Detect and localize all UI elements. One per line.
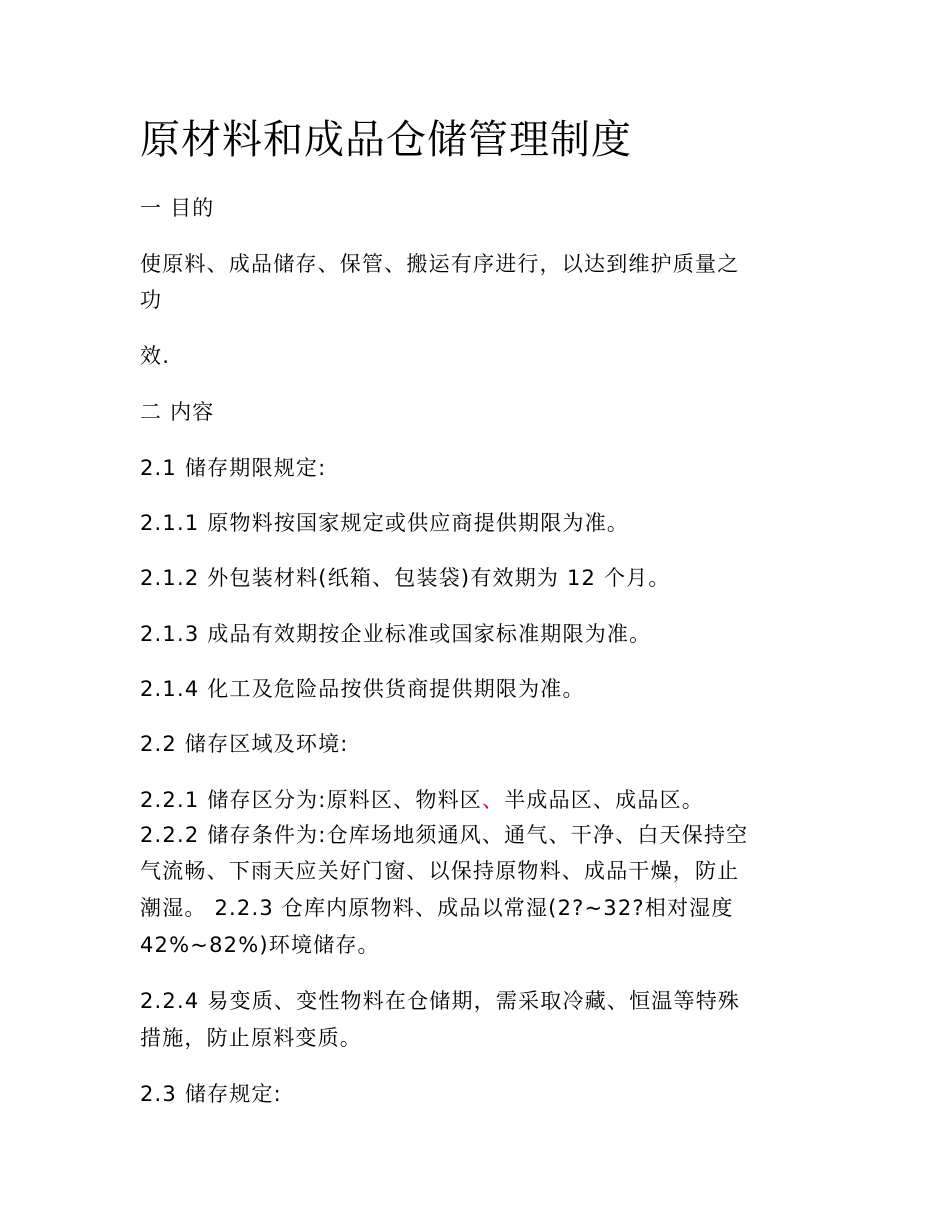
subsection-heading: 2.1 储存期限规定: [140, 456, 327, 480]
section-heading-purpose: 一 目的 [140, 196, 215, 220]
clause-line: 2.2.2 储存条件为:仓库场地须通风、通气、干净、白天保持空 [140, 823, 749, 847]
document-title: 原材料和成品仓储管理制度 [140, 117, 632, 163]
clause-line: 2.1.1 原物料按国家规定或供应商提供期限为准。 [140, 511, 630, 535]
paragraph-line: 功 [140, 288, 163, 312]
clause-line: 措施，防止原料变质。 [140, 1026, 362, 1050]
paragraph-line: 使原料、成品储存、保管、搬运有序进行，以达到维护质量之 [140, 252, 740, 276]
subsection-heading: 2.2 储存区域及环境: [140, 732, 349, 756]
clause-text: 2.2.1 储存区分为:原料区、物料区 [140, 788, 482, 812]
section-heading-content: 二 内容 [140, 400, 215, 424]
clause-text: 半成品区、成品区。 [504, 788, 704, 812]
clause-line: 潮湿。 2.2.3 仓库内原物料、成品以常湿(2?~32?相对湿度 [140, 896, 734, 920]
clause-line: 气流畅、下雨天应关好门窗、以保持原物料、成品干燥，防止 [140, 859, 740, 883]
clause-line: 2.1.4 化工及危险品按供货商提供期限为准。 [140, 677, 585, 701]
paragraph-line: 效. [140, 344, 171, 368]
clause-line [140, 786, 704, 814]
clause-line: 2.1.3 成品有效期按企业标准或国家标准期限为准。 [140, 622, 652, 646]
subsection-heading: 2.3 储存规定: [140, 1082, 282, 1106]
clause-line: 2.2.4 易变质、变性物料在仓储期，需采取冷藏、恒温等特殊 [140, 989, 741, 1013]
clause-line: 42%~82%)环境储存。 [140, 933, 380, 957]
clause-line: 2.1.2 外包装材料(纸箱、包装袋)有效期为 12 个月。 [140, 566, 671, 590]
highlighted-separator: 、 [481, 788, 505, 812]
